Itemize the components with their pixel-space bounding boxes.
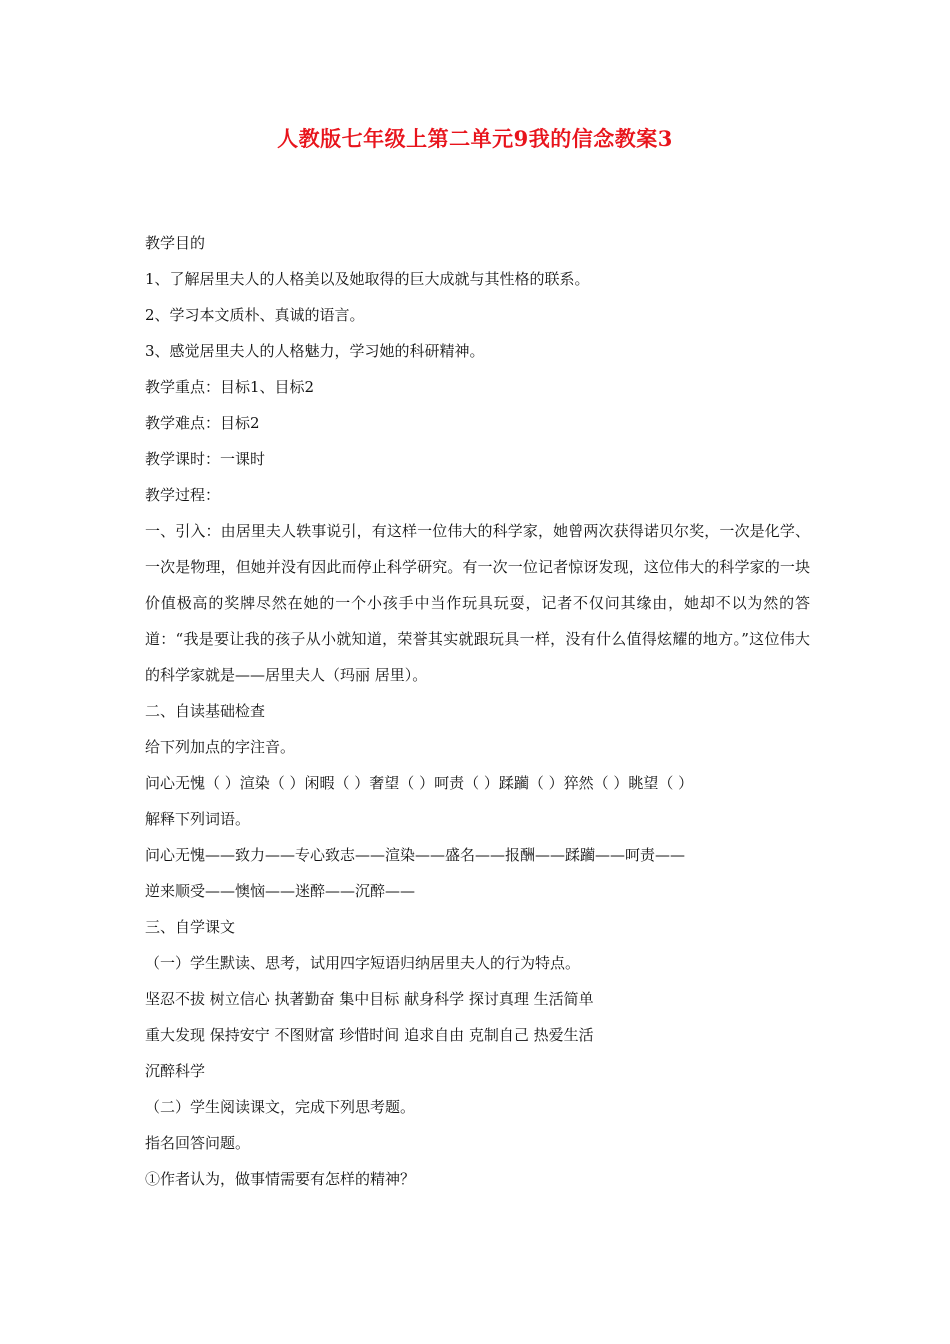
text-line: 解释下列词语。	[145, 810, 251, 828]
text-line: 问心无愧——致力——专心致志——渲染——盛名——报酬——蹂躏——呵责——	[145, 846, 686, 864]
text-line: 2、学习本文质朴、真诚的语言。	[145, 306, 365, 324]
document-body	[145, 225, 810, 1197]
text-line: 沉醉科学	[145, 1062, 206, 1080]
text-line: 逆来顺受——懊恼——迷醉——沉醉——	[145, 882, 416, 900]
text-line: 3、感觉居里夫人的人格魅力，学习她的科研精神。	[145, 342, 485, 360]
text-line: 坚忍不拔 树立信心 执著勤奋 集中目标 献身科学 探讨真理 生活简单	[145, 990, 594, 1008]
text-line: （一）学生默读、思考，试用四字短语归纳居里夫人的行为特点。	[145, 954, 581, 972]
text-line: 重大发现 保持安宁 不图财富 珍惜时间 追求自由 克制自己 热爱生活	[145, 1026, 594, 1044]
text-line: 教学课时：一课时	[145, 450, 266, 468]
text-line: ①作者认为，做事情需要有怎样的精神？	[145, 1170, 416, 1188]
text-line: 教学重点：目标1、目标2	[145, 378, 315, 396]
text-line: 1、了解居里夫人的人格美以及她取得的巨大成就与其性格的联系。	[145, 270, 590, 288]
text-line: 二、自读基础检查	[145, 702, 266, 720]
text-line: 给下列加点的字注音。	[145, 738, 296, 756]
intro-paragraph: 一、引入：由居里夫人轶事说引，有这样一位伟大的科学家，她曾两次获得诺贝尔奖，一次是化学、一次是物理，但她并没有因此而停止科学研究。有一次一位记者惊讶发现，这位伟大的科学家的一块价值极高的奖牌尽然在她的一个小孩手中当作玩具玩耍，记者不仅问其缘由，她却不以为然的答道：“我是要让我的孩子从小就知道，荣誉其实就跟玩具一样，没有什么值得炫耀的地方。”这位伟大的科学家就是——居里夫人（玛丽 居里）。	[145, 522, 810, 684]
text-line: 三、自学课文	[145, 918, 236, 936]
text-line: 教学过程：	[145, 486, 221, 504]
text-line: 教学目的	[145, 234, 206, 252]
text-line: 教学难点：目标2	[145, 414, 260, 432]
text-line: 问心无愧（ ）渲染（ ）闲暇（ ）奢望（ ）呵责（ ）蹂躏（ ）猝然（ ）眺望（ ）	[145, 774, 694, 792]
text-line: （二）学生阅读课文，完成下列思考题。	[145, 1098, 416, 1116]
text-line: 指名回答问题。	[145, 1134, 251, 1152]
page-title: 人教版七年级上第二单元9我的信念教案3	[277, 126, 673, 151]
